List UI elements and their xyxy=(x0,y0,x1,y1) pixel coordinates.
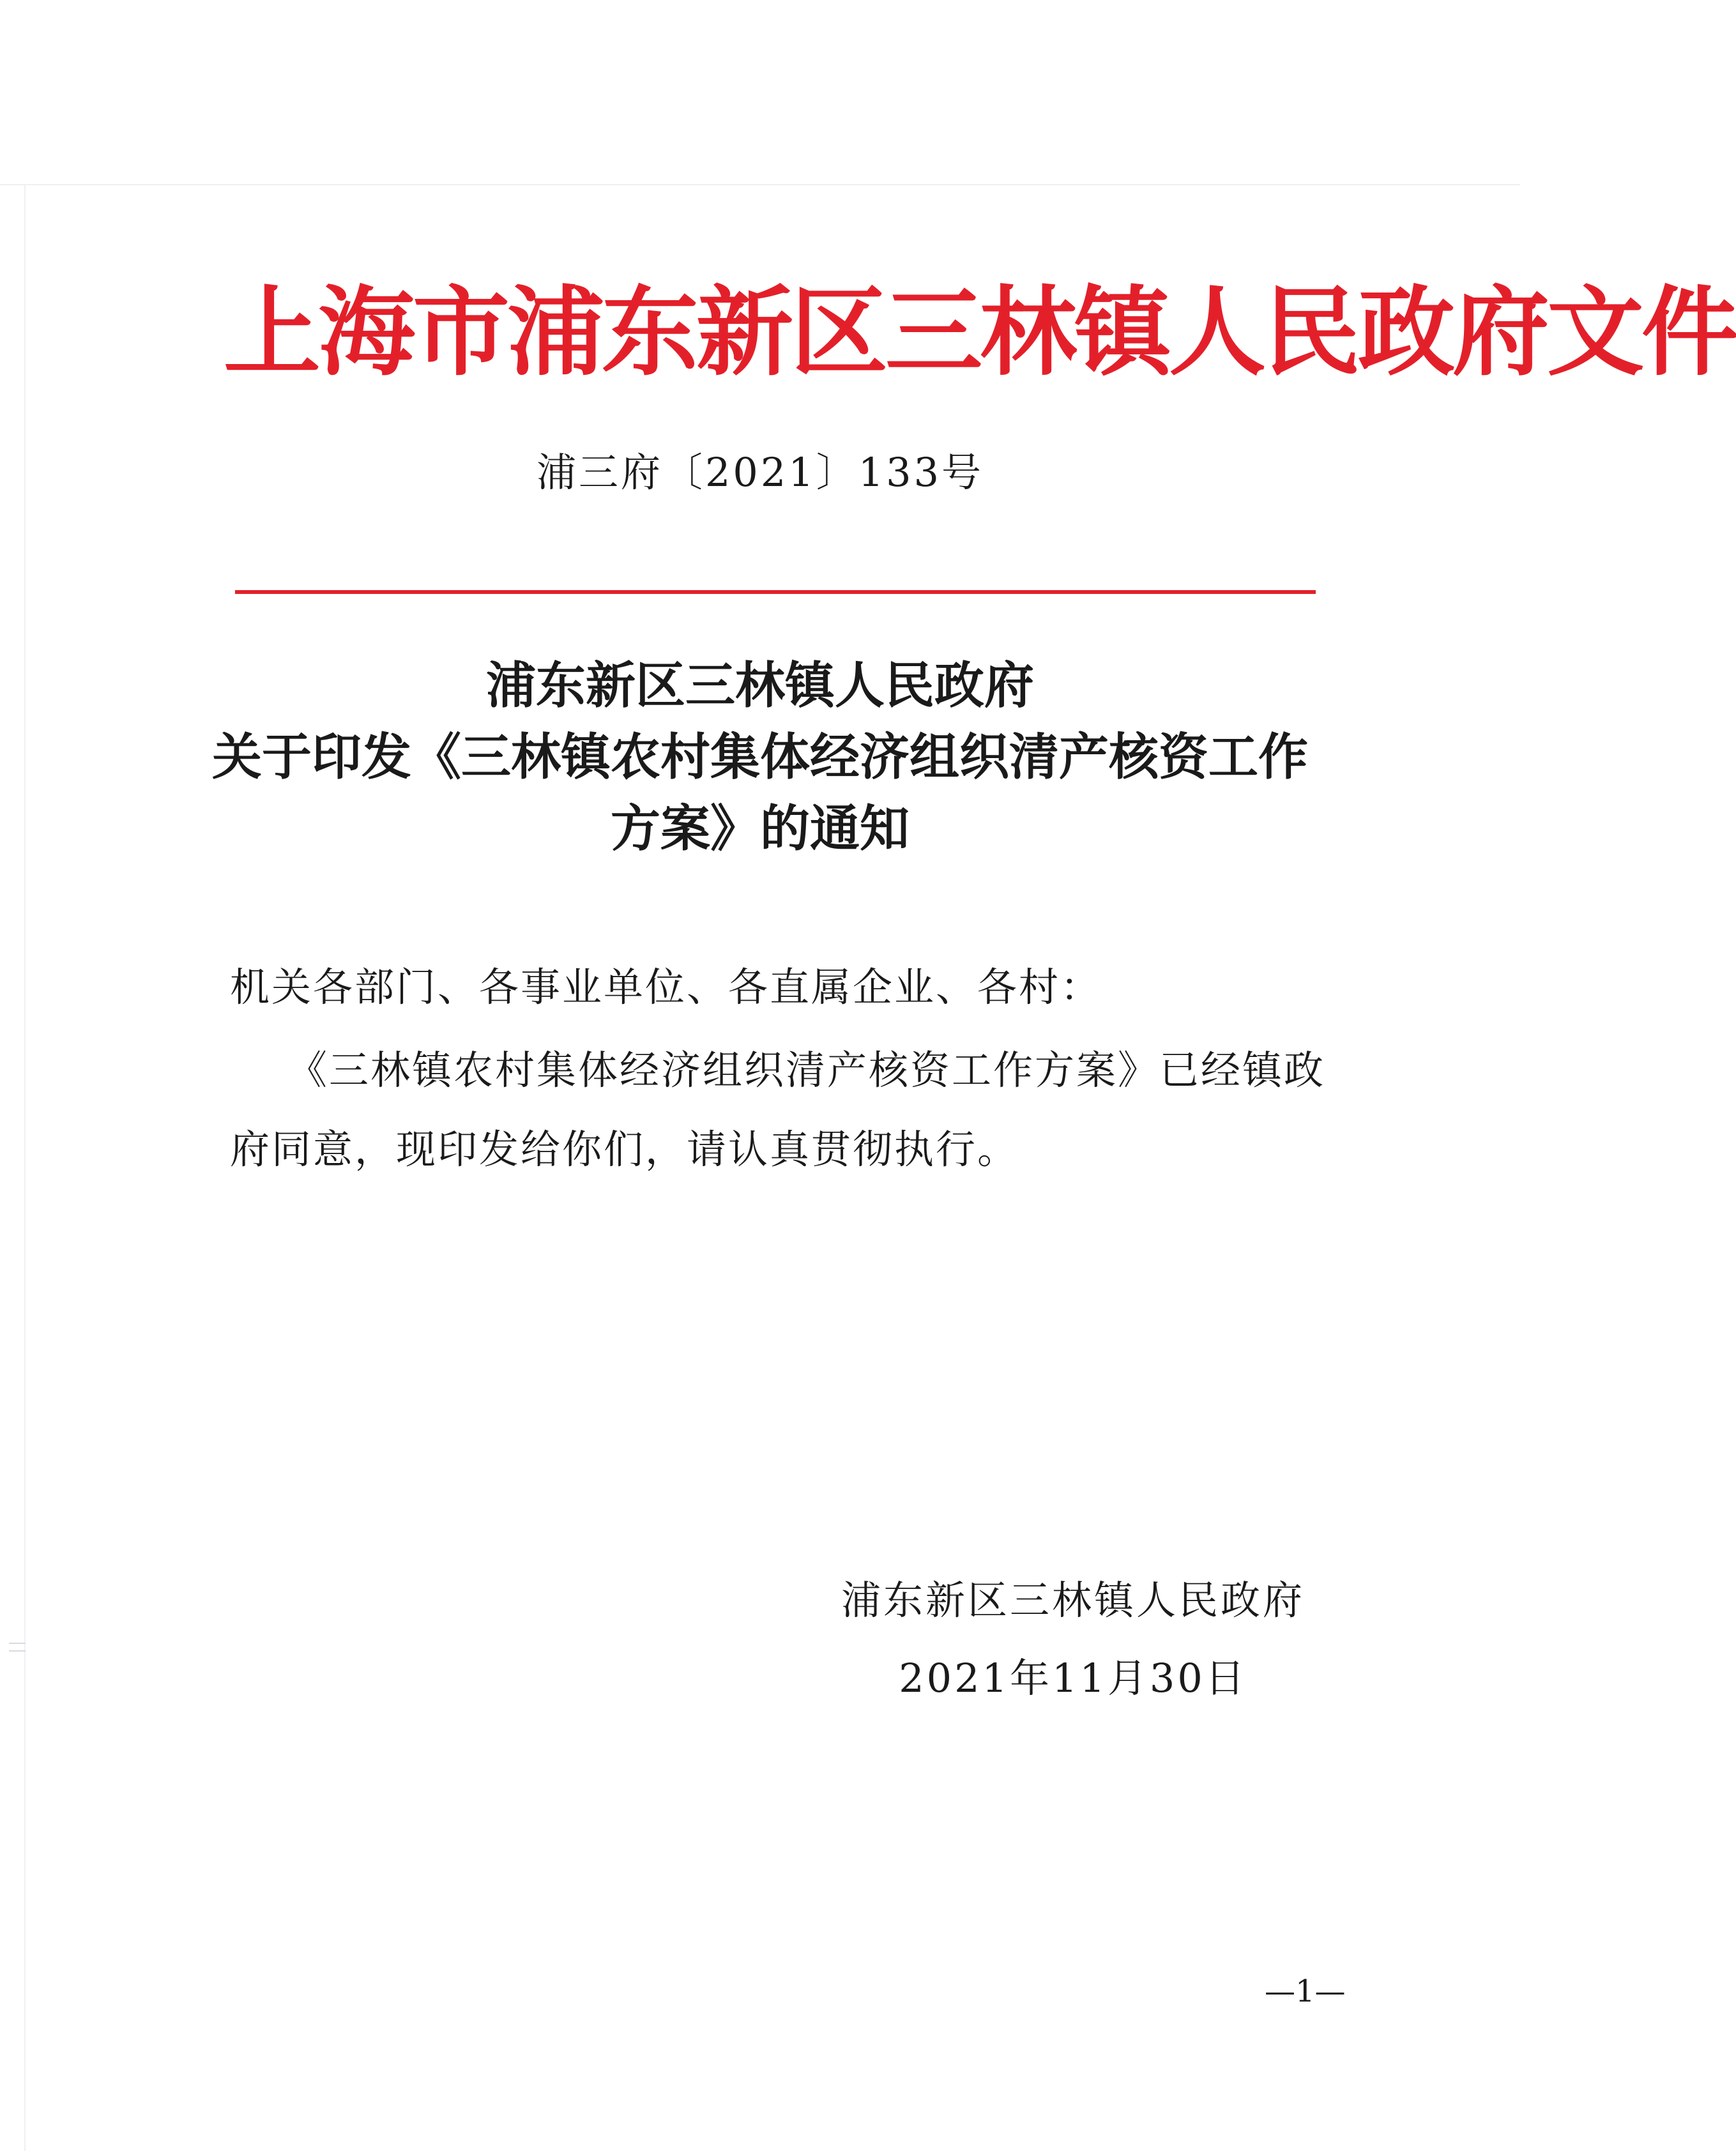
document-number: 浦三府〔2021〕133号 xyxy=(536,449,984,496)
title-line-3: 方案》的通知 xyxy=(610,800,910,858)
title-line-1: 浦东新区三林镇人民政府 xyxy=(485,657,1034,715)
document-issuer-header: 上海市浦东新区三林镇人民政府文件 xyxy=(224,275,1736,389)
title-line-2: 关于印发《三林镇农村集体经济组织清产核资工作 xyxy=(211,728,1308,786)
document-title xyxy=(192,650,1329,865)
scan-tick-mark xyxy=(9,1650,26,1652)
signature-date: 2021年11月30日 xyxy=(899,1655,1247,1701)
body-paragraph-line-1: 《三林镇农村集体经济组织清产核资工作方案》已经镇政 xyxy=(287,1047,1326,1093)
red-separator-line xyxy=(235,590,1316,594)
scan-edge-top xyxy=(0,184,1520,185)
signature-organization: 浦东新区三林镇人民政府 xyxy=(841,1577,1305,1623)
body-paragraph-line-2: 府同意，现印发给你们，请认真贯彻执行。 xyxy=(230,1126,1019,1173)
page-number: —1— xyxy=(1265,1973,1346,2009)
scan-tick-mark xyxy=(9,1643,26,1644)
salutation: 机关各部门、各事业单位、各直属企业、各村： xyxy=(230,964,1102,1010)
